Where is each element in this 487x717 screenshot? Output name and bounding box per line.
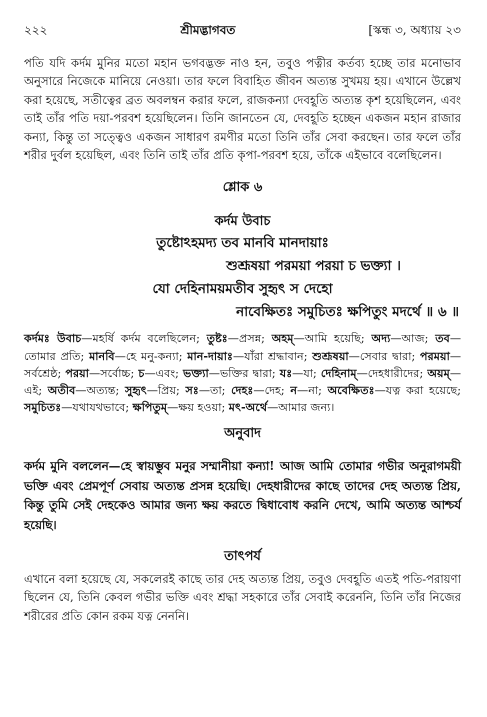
synonym-meaning: —মহর্ষি কর্দম বলেছিলেন; (81, 332, 207, 346)
synonym-term: অয়ম্ (427, 365, 450, 380)
synonym-meaning: —তোমার প্রতি; (24, 332, 462, 363)
page-number: ২২২ (24, 23, 48, 37)
synonym-meaning: —যাঁরা শ্রদ্ধাবান; (232, 349, 313, 363)
purport-title: তাৎপর্য (224, 549, 261, 565)
synonym-meaning: —এই; (24, 366, 461, 398)
synonym-term: সঃ (185, 383, 199, 398)
synonym-meaning: —প্রিয়; (146, 384, 186, 398)
synonym-term: পরময়া (420, 348, 450, 363)
synonym-meaning: —সেবার দ্বারা; (348, 349, 421, 363)
synonym-meaning: —ভক্তির দ্বারা; (208, 366, 280, 380)
synonym-term: অদ্য (371, 331, 391, 346)
word-for-word-synonyms (24, 330, 461, 416)
synonym-term: তুষ্টঃ (206, 331, 228, 346)
synonym-term: চ (138, 365, 145, 380)
verse-line: যো দেহিনাময়মতীব সুহৃৎ স দেহো (152, 281, 333, 298)
synonym-meaning: —সর্বশ্রেষ্ঠ; (24, 349, 462, 380)
synonym-term: মানবি (89, 348, 115, 363)
synonym-meaning: —প্রসন্ন; (227, 332, 272, 346)
shloka-heading: শ্লোক ৬ (222, 180, 263, 196)
synonym-term: শুশ্রূষয়া (312, 348, 349, 363)
synonym-term: সুহৃৎ (124, 383, 147, 398)
synonym-meaning: —যত্ন করা হয়েছে; (374, 384, 462, 398)
translation-title: অনুবাদ (224, 426, 261, 442)
synonym-term: ন (290, 383, 297, 398)
synonym-term: মান-দায়াঃ (187, 348, 233, 363)
synonym-term: দেহিনাম্ (320, 365, 357, 380)
synonym-meaning: —ক্ষয় হওয়া; (167, 401, 229, 415)
synonym-meaning: —আমি হয়েছি; (293, 332, 372, 346)
synonym-term: সমুচিতঃ (24, 400, 62, 415)
shloka-verse (24, 232, 461, 324)
synonym-term: ক্ষপিতুম্ (132, 400, 168, 415)
verse-line: শুশ্রূষয়া পরময়া পরয়া চ ভক্ত্যা । (226, 258, 401, 275)
section-reference: [স্কন্ধ ৩, অধ্যায় ২৩ (368, 23, 461, 37)
intro-paragraph: পতি যদি কর্দম মুনির মতো মহান ভগবদ্ভক্ত নাও হন, তবুও পত্নীর কর্তব্য হচ্ছে তার মনোভাব অনুসারে নিজেকে মানিয়ে নেওয়া। তার ফলে বিবাহিত জীবন অত্যন্ত সুখময় হয়। এখানে উল্লেখ করা হয়েছে, সতীত্বের ব্রত অবলম্বন করার ফলে, রাজকন্যা দেবহূতি অত্যন্ত কৃশ হয়েছিলেন, এবং তাই তাঁর পতি দয়া-পরবশ হয়েছিলেন। তিনি জানতেন যে, দেবহূতি হচ্ছেন একজন মহান রাজার কন্যা, কিন্তু তা সত্ত্বেও একজন সাধারণ রমণীর মতো তিনি তাঁর সেবা করছেন। তার ফলে তাঁর শরীর দুর্বল হয়েছিল, এবং তিনি তাই তাঁর প্রতি কৃপা-পরবশ হয়ে, তাঁকে এইভাবে বলেছিলেন। (24, 56, 462, 163)
synonym-meaning: —আজ; (390, 332, 436, 346)
synonym-term: অবেক্ষিতঃ (327, 383, 375, 398)
verse-line: তুষ্টোঽহমদ্য তব মানবি মানদায়াঃ (156, 235, 329, 252)
book-title: শ্রীমদ্ভাগবত (180, 23, 236, 37)
synonym-meaning: —দেহধারীদের; (356, 366, 428, 380)
purport-text: এখানে বলা হয়েছে যে, সকলেরই কাছে তার দেহ অত্যন্ত প্রিয়, তবুও দেবহূতি এতই পতি-পরায়ণা ছিলেন যে, তিনি কেবল গভীর ভক্তি এবং শ্রদ্ধা সহকারে তাঁর সেবাই করেননি, তিনি তাঁর নিজের শরীরের প্রতি কোন রকম যত্ন নেননি। (24, 572, 461, 623)
verse-line: নাবেক্ষিতঃ সমুচিতঃ ক্ষপিতুং মদর্থে ॥ ৬ ॥ (236, 304, 459, 321)
synonym-meaning: —দেহ; (253, 384, 291, 398)
synonym-meaning: —হে মনু-কন্যা; (114, 349, 188, 363)
synonym-meaning: —অত্যন্ত; (75, 384, 125, 398)
synonym-meaning: —না; (297, 384, 328, 398)
shloka-speaker: কর্দম উবাচ (214, 214, 271, 230)
synonym-meaning: —সর্বোচ্চ; (89, 366, 139, 380)
synonym-term: যঃ (279, 365, 293, 380)
synonym-meaning: —এবং; (144, 366, 184, 380)
page-header (24, 22, 461, 42)
synonym-meaning: —আমার জন্য। (267, 401, 335, 415)
synonym-meaning: —যা; (292, 366, 321, 380)
synonym-term: অহম্ (271, 331, 294, 346)
synonym-term: মৎ-অর্থে (228, 400, 268, 415)
synonym-meaning: —তা; (198, 384, 232, 398)
synonym-term: কর্দমঃ উবাচ (24, 331, 82, 346)
synonym-meaning: —যথাযথভাবে; (61, 401, 133, 415)
synonym-term: পরয়া (65, 365, 89, 380)
synonym-term: অতীব (47, 383, 76, 398)
synonym-term: দেহঃ (231, 383, 254, 398)
synonym-term: ভক্ত্যা (183, 365, 209, 380)
synonym-term: তব (435, 331, 450, 346)
translation-text: কর্দম মুনি বললেন—হে স্বায়ম্ভুব মনুর সম্মানীয়া কন্যা! আজ আমি তোমার গভীর অনুরাগময়ী ভক্তি এবং প্রেমপূর্ণ সেবায় অত্যন্ত প্রসন্ন হয়েছি। দেহধারীদের কাছে তাদের দেহ অত্যন্ত প্রিয়, কিন্তু তুমি সেই দেহকেও আমার জন্য ক্ষয় করতে দ্বিধাবোধ করনি দেখে, আমি অত্যন্ত আশ্চর্য হয়েছি। (24, 459, 461, 532)
